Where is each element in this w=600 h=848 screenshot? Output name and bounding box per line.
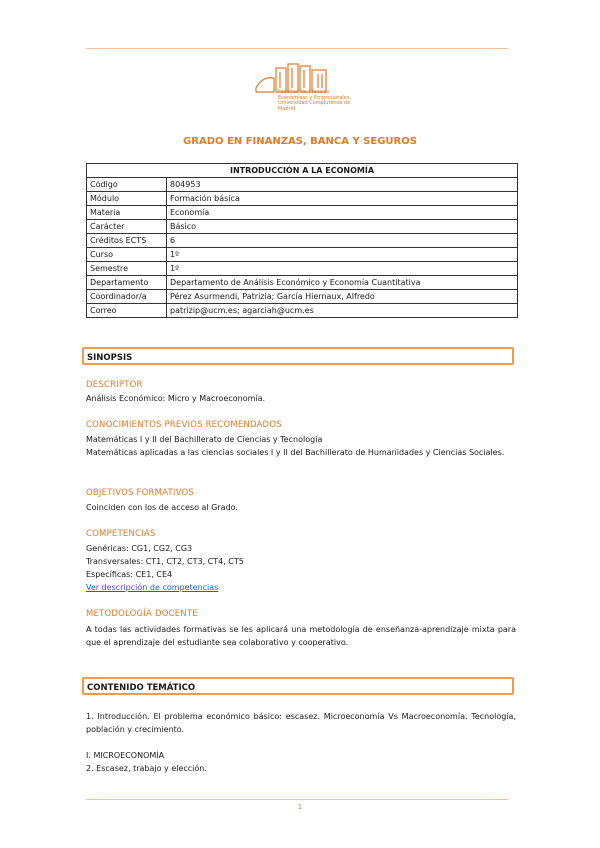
row-key: Departamento [87,276,167,290]
table-row [87,234,518,248]
metodologia-label: METODOLOGÍA DOCENTE [86,609,198,619]
table-row [87,290,518,304]
table-row [87,262,518,276]
table-row [87,248,518,262]
row-value: patrizip@ucm.es; agarciah@ucm.es [167,304,518,318]
row-key: Semestre [87,262,167,276]
row-key: Carácter [87,220,167,234]
metodologia-text: A todas las actividades formativas se les aplicará una metodología de enseñanza-aprendizaje mixta para que el aprendizaje del estudiante sea colaborativo y cooperativo. [86,625,516,647]
objetivos-text: Coinciden con los de acceso al Grado. [86,503,238,512]
row-value: Departamento de Análisis Económico y Economía Cuantitativa [167,276,518,290]
table-row [87,178,518,192]
table-row [87,276,518,290]
row-value: Pérez Asurmendi, Patrizia; García Hiernaux, Alfredo [167,290,518,304]
competencias-especificas: Específicas: CE1, CE4 [86,570,173,579]
descriptor-text: Análisis Económico: Micro y Macroeconomía. [86,394,266,403]
row-value: Economía [167,206,518,220]
previos-line: Matemáticas I y II del Bachillerato de Ciencias y Tecnología [86,435,323,444]
table-row [87,220,518,234]
competencias-genericas: Genéricas: CG1, CG2, CG3 [86,544,193,553]
page-number: 1 [297,803,303,811]
descriptor-label: DESCRIPTOR [86,380,143,390]
row-key: Código [87,178,167,192]
sinopsis-heading: SINOPSIS [82,347,514,365]
row-value: 1º [167,262,518,276]
competencias-label: COMPETENCIAS [86,529,156,539]
contenido-part-1: I. MICROECONOMÍA [86,751,165,760]
subject-title: INTRODUCCIÓN A LA ECONOMÍA [87,164,518,178]
row-key: Curso [87,248,167,262]
row-key: Coordinador/a [87,290,167,304]
row-key: Créditos ECTS [87,234,167,248]
row-value: 6 [167,234,518,248]
row-value: 1º [167,248,518,262]
previos-line: Matemáticas aplicadas a las ciencias sociales I y II del Bachillerato de Humanidades y Ciencias Sociales. [86,448,505,457]
contenido-item-2: 2. Escasez, trabajo y elección. [86,764,207,773]
table-row [87,304,518,318]
competencias-link[interactable]: Ver descripción de competencias [86,583,219,592]
table-row [87,192,518,206]
contenido-item-1: 1. Introducción. El problema económico básico: escasez. Microeconomía Vs Macroeconomía. Tecnología, población y crecimiento. [86,712,516,734]
row-value: Básico [167,220,518,234]
previos-label: CONOCIMIENTOS PREVIOS RECOMENDADOS [86,420,282,430]
logo-text: Facultad de Ciencias Económicas y Empresariales Universidad Complutense de Madrid [278,89,351,112]
header-rule [86,48,508,49]
row-value: 804953 [167,178,518,192]
subject-info-table [86,163,518,318]
row-key: Materia [87,206,167,220]
row-key: Módulo [87,192,167,206]
degree-title: GRADO EN FINANZAS, BANCA Y SEGUROS [183,136,417,147]
objetivos-label: OBJETIVOS FORMATIVOS [86,488,194,498]
contenido-heading: CONTENIDO TEMÁTICO [82,677,514,695]
row-value: Formación básica [167,192,518,206]
competencias-list [86,542,516,594]
footer-rule [86,799,508,800]
table-row [87,206,518,220]
row-key: Correo [87,304,167,318]
previos-text [86,433,516,459]
competencias-transversales: Transversales: CT1, CT2, CT3, CT4, CT5 [86,557,244,566]
